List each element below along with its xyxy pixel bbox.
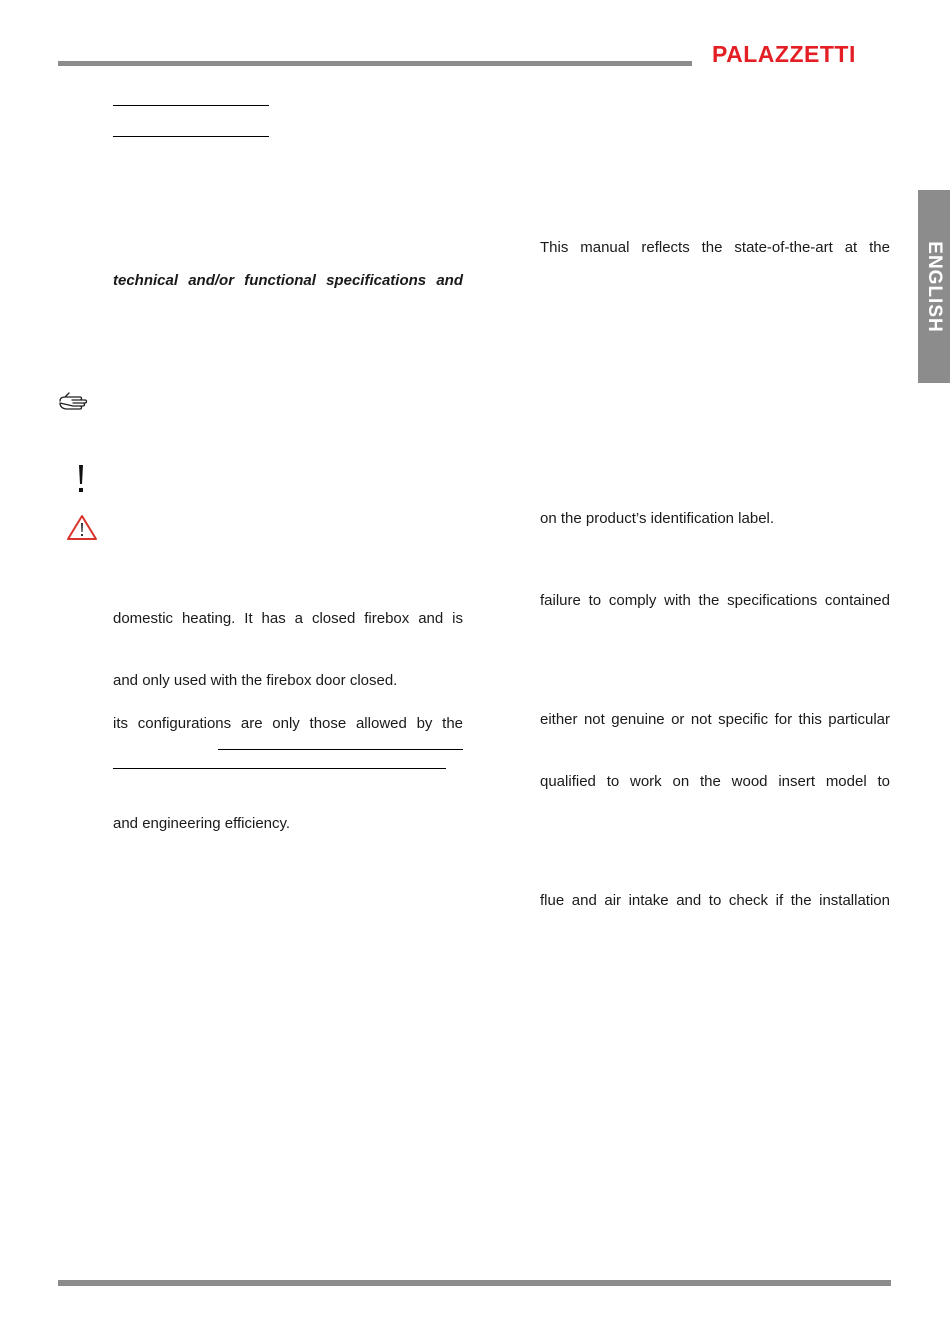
warning-triangle-icon (66, 514, 98, 541)
blank-line (113, 105, 269, 106)
blank-line (113, 768, 446, 769)
text-line: domestic heating. It has a closed firebox and is (113, 610, 463, 627)
language-tab (918, 190, 950, 383)
text-line: and engineering efficiency. (113, 815, 291, 832)
text-line: on the product’s identification label. (540, 510, 775, 527)
blank-line (113, 136, 269, 137)
footer-rule (58, 1280, 891, 1286)
text-line: either not genuine or not specific for this particular (540, 711, 890, 728)
text-line: failure to comply with the specifications contained (540, 592, 890, 609)
language-tab-label: ENGLISH (924, 240, 945, 333)
exclamation-icon (75, 464, 87, 494)
text-line: This manual reflects the state-of-the-art at the (540, 239, 890, 256)
text-line: flue and air intake and to check if the installation (540, 892, 890, 909)
blank-line (218, 749, 463, 750)
text-line: and only used with the firebox door closed. (113, 672, 398, 689)
pointing-hand-icon (58, 390, 90, 414)
brand-logo: PALAZZETTI (712, 41, 856, 67)
header-rule (58, 61, 692, 66)
text-line: qualified to work on the wood insert model to (540, 773, 890, 790)
text-line: its configurations are only those allowed by the (113, 715, 463, 732)
text-line: technical and/or functional specifications and (113, 272, 463, 289)
